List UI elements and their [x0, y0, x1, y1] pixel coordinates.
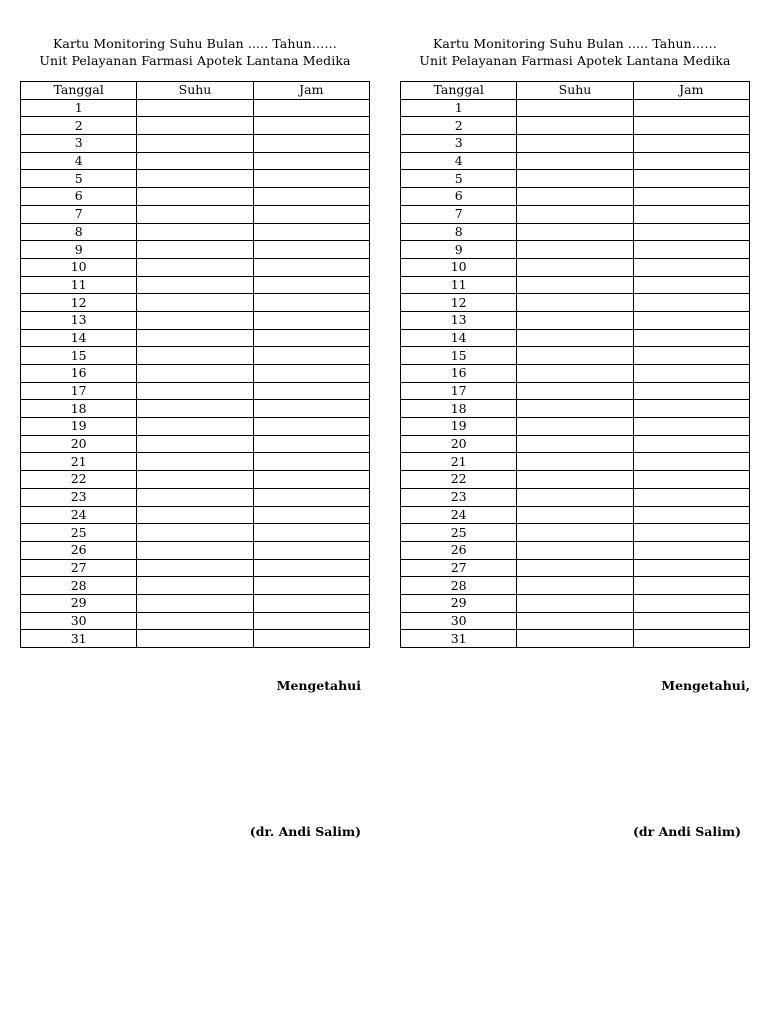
- table-row: [401, 453, 750, 471]
- temperature-cell: [137, 418, 253, 436]
- column-header-jam: Jam: [633, 82, 749, 100]
- table-row: [401, 276, 750, 294]
- date-cell: 5: [401, 170, 517, 188]
- temperature-cell: [517, 347, 633, 365]
- card-title: [400, 35, 750, 69]
- date-cell: 16: [401, 365, 517, 383]
- date-cell: 8: [401, 223, 517, 241]
- table-row: [21, 365, 370, 383]
- table-row: [401, 117, 750, 135]
- time-cell: [253, 135, 369, 153]
- date-cell: 5: [21, 170, 137, 188]
- table-row: [21, 400, 370, 418]
- time-cell: [633, 170, 749, 188]
- date-cell: 31: [21, 630, 137, 648]
- table-row: [21, 205, 370, 223]
- temperature-cell: [517, 453, 633, 471]
- date-cell: 16: [21, 365, 137, 383]
- table-row: [21, 612, 370, 630]
- temperature-cell: [517, 152, 633, 170]
- table-row: [401, 365, 750, 383]
- date-cell: 14: [401, 329, 517, 347]
- card-title-line2: Unit Pelayanan Farmasi Apotek Lantana Medika: [419, 53, 731, 68]
- date-cell: 29: [21, 594, 137, 612]
- time-cell: [633, 276, 749, 294]
- table-row: [401, 382, 750, 400]
- time-cell: [633, 188, 749, 206]
- table-header-row: [401, 82, 750, 100]
- table-row: [21, 382, 370, 400]
- table-row: [401, 241, 750, 259]
- table-row: [401, 400, 750, 418]
- temperature-cell: [137, 329, 253, 347]
- temperature-cell: [137, 506, 253, 524]
- temperature-cell: [517, 435, 633, 453]
- temperature-cell: [517, 365, 633, 383]
- table-row: [21, 135, 370, 153]
- time-cell: [633, 135, 749, 153]
- date-cell: 15: [21, 347, 137, 365]
- date-cell: 11: [401, 276, 517, 294]
- time-cell: [253, 382, 369, 400]
- date-cell: 31: [401, 630, 517, 648]
- time-cell: [633, 329, 749, 347]
- table-body: [21, 99, 370, 647]
- temperature-cell: [137, 453, 253, 471]
- temperature-cell: [137, 188, 253, 206]
- temperature-cell: [137, 241, 253, 259]
- table-row: [21, 541, 370, 559]
- time-cell: [633, 524, 749, 542]
- temperature-cell: [517, 488, 633, 506]
- temperature-cell: [137, 170, 253, 188]
- table-row: [401, 612, 750, 630]
- time-cell: [253, 170, 369, 188]
- table-row: [21, 488, 370, 506]
- time-cell: [253, 524, 369, 542]
- table-row: [401, 630, 750, 648]
- table-row: [401, 541, 750, 559]
- temperature-cell: [517, 400, 633, 418]
- table-row: [401, 506, 750, 524]
- table-row: [401, 594, 750, 612]
- time-cell: [633, 471, 749, 489]
- date-cell: 12: [21, 294, 137, 312]
- time-cell: [253, 241, 369, 259]
- table-row: [401, 170, 750, 188]
- time-cell: [253, 258, 369, 276]
- table-row: [401, 311, 750, 329]
- time-cell: [253, 488, 369, 506]
- time-cell: [253, 471, 369, 489]
- temperature-log-table: [400, 81, 750, 648]
- table-row: [21, 559, 370, 577]
- date-cell: 1: [21, 99, 137, 117]
- temperature-cell: [517, 612, 633, 630]
- temperature-cell: [517, 258, 633, 276]
- time-cell: [253, 506, 369, 524]
- table-row: [21, 347, 370, 365]
- acknowledge-label: Mengetahui,: [661, 678, 750, 693]
- time-cell: [253, 294, 369, 312]
- table-row: [401, 329, 750, 347]
- table-row: [21, 170, 370, 188]
- table-row: [401, 577, 750, 595]
- column-header-tanggal: Tanggal: [401, 82, 517, 100]
- temperature-cell: [137, 382, 253, 400]
- temperature-cell: [137, 205, 253, 223]
- date-cell: 24: [21, 506, 137, 524]
- table-row: [21, 418, 370, 436]
- time-cell: [633, 294, 749, 312]
- date-cell: 6: [401, 188, 517, 206]
- card-title: [20, 35, 370, 69]
- temperature-cell: [137, 630, 253, 648]
- date-cell: 10: [401, 258, 517, 276]
- temperature-cell: [137, 258, 253, 276]
- time-cell: [253, 276, 369, 294]
- table-row: [21, 329, 370, 347]
- table-row: [401, 258, 750, 276]
- card-title-line1: Kartu Monitoring Suhu Bulan ..... Tahun……: [432, 36, 718, 51]
- time-cell: [633, 223, 749, 241]
- date-cell: 2: [401, 117, 517, 135]
- date-cell: 9: [401, 241, 517, 259]
- temperature-cell: [517, 223, 633, 241]
- date-cell: 4: [21, 152, 137, 170]
- time-cell: [633, 258, 749, 276]
- temperature-cell: [517, 99, 633, 117]
- table-row: [401, 524, 750, 542]
- temperature-cell: [517, 541, 633, 559]
- time-cell: [253, 117, 369, 135]
- date-cell: 15: [401, 347, 517, 365]
- temperature-cell: [517, 311, 633, 329]
- table-row: [21, 594, 370, 612]
- table-row: [21, 152, 370, 170]
- table-row: [21, 577, 370, 595]
- time-cell: [633, 152, 749, 170]
- time-cell: [253, 559, 369, 577]
- time-cell: [253, 205, 369, 223]
- temperature-cell: [517, 170, 633, 188]
- temperature-cell: [517, 276, 633, 294]
- temperature-cell: [517, 135, 633, 153]
- temperature-cell: [137, 559, 253, 577]
- date-cell: 26: [401, 541, 517, 559]
- date-cell: 17: [401, 382, 517, 400]
- time-cell: [253, 329, 369, 347]
- date-cell: 27: [401, 559, 517, 577]
- temperature-cell: [137, 347, 253, 365]
- date-cell: 30: [401, 612, 517, 630]
- temperature-cell: [137, 223, 253, 241]
- time-cell: [253, 311, 369, 329]
- column-header-tanggal: Tanggal: [21, 82, 137, 100]
- temperature-cell: [517, 471, 633, 489]
- time-cell: [253, 453, 369, 471]
- time-cell: [633, 347, 749, 365]
- time-cell: [253, 612, 369, 630]
- date-cell: 18: [21, 400, 137, 418]
- time-cell: [633, 630, 749, 648]
- table-row: [21, 311, 370, 329]
- time-cell: [633, 205, 749, 223]
- date-cell: 7: [21, 205, 137, 223]
- column-header-suhu: Suhu: [517, 82, 633, 100]
- date-cell: 8: [21, 223, 137, 241]
- date-cell: 25: [21, 524, 137, 542]
- time-cell: [633, 418, 749, 436]
- date-cell: 13: [21, 311, 137, 329]
- date-cell: 14: [21, 329, 137, 347]
- temperature-cell: [137, 294, 253, 312]
- temperature-cell: [137, 400, 253, 418]
- temperature-cell: [137, 117, 253, 135]
- table-row: [21, 223, 370, 241]
- temperature-cell: [517, 188, 633, 206]
- temperature-cell: [517, 594, 633, 612]
- date-cell: 30: [21, 612, 137, 630]
- date-cell: 17: [21, 382, 137, 400]
- temperature-cell: [137, 276, 253, 294]
- table-row: [401, 418, 750, 436]
- date-cell: 9: [21, 241, 137, 259]
- temperature-cell: [517, 294, 633, 312]
- table-row: [21, 258, 370, 276]
- date-cell: 26: [21, 541, 137, 559]
- date-cell: 13: [401, 311, 517, 329]
- date-cell: 20: [21, 435, 137, 453]
- table-row: [401, 471, 750, 489]
- date-cell: 23: [401, 488, 517, 506]
- date-cell: 20: [401, 435, 517, 453]
- temperature-cell: [517, 559, 633, 577]
- date-cell: 21: [401, 453, 517, 471]
- temperature-cell: [517, 506, 633, 524]
- time-cell: [633, 311, 749, 329]
- temperature-cell: [137, 524, 253, 542]
- table-row: [21, 241, 370, 259]
- table-header-row: [21, 82, 370, 100]
- column-header-suhu: Suhu: [137, 82, 253, 100]
- date-cell: 7: [401, 205, 517, 223]
- time-cell: [633, 365, 749, 383]
- date-cell: 25: [401, 524, 517, 542]
- time-cell: [633, 435, 749, 453]
- time-cell: [253, 630, 369, 648]
- temperature-cell: [137, 471, 253, 489]
- signer-name: (dr Andi Salim): [633, 824, 741, 839]
- table-row: [21, 435, 370, 453]
- date-cell: 23: [21, 488, 137, 506]
- acknowledge-label: Mengetahui: [276, 678, 361, 693]
- date-cell: 2: [21, 117, 137, 135]
- time-cell: [253, 577, 369, 595]
- date-cell: 28: [401, 577, 517, 595]
- temperature-cell: [137, 594, 253, 612]
- temperature-cell: [517, 241, 633, 259]
- time-cell: [633, 488, 749, 506]
- table-row: [401, 223, 750, 241]
- time-cell: [253, 152, 369, 170]
- time-cell: [253, 541, 369, 559]
- table-row: [401, 488, 750, 506]
- time-cell: [633, 99, 749, 117]
- temperature-cell: [517, 329, 633, 347]
- table-row: [401, 152, 750, 170]
- table-row: [21, 276, 370, 294]
- table-row: [21, 453, 370, 471]
- time-cell: [633, 400, 749, 418]
- time-cell: [253, 347, 369, 365]
- time-cell: [633, 577, 749, 595]
- date-cell: 12: [401, 294, 517, 312]
- time-cell: [633, 594, 749, 612]
- date-cell: 3: [401, 135, 517, 153]
- time-cell: [633, 117, 749, 135]
- date-cell: 4: [401, 152, 517, 170]
- table-row: [401, 347, 750, 365]
- column-header-jam: Jam: [253, 82, 369, 100]
- temperature-cell: [137, 488, 253, 506]
- temperature-cell: [137, 135, 253, 153]
- temperature-cell: [517, 117, 633, 135]
- time-cell: [633, 559, 749, 577]
- time-cell: [253, 594, 369, 612]
- date-cell: 6: [21, 188, 137, 206]
- temperature-cell: [517, 418, 633, 436]
- temperature-cell: [137, 612, 253, 630]
- date-cell: 24: [401, 506, 517, 524]
- date-cell: 1: [401, 99, 517, 117]
- time-cell: [633, 453, 749, 471]
- table-row: [401, 205, 750, 223]
- time-cell: [253, 400, 369, 418]
- date-cell: 28: [21, 577, 137, 595]
- date-cell: 22: [401, 471, 517, 489]
- card-title-line1: Kartu Monitoring Suhu Bulan ..... Tahun……: [52, 36, 338, 51]
- table-row: [401, 559, 750, 577]
- table-row: [21, 117, 370, 135]
- table-row: [21, 188, 370, 206]
- date-cell: 10: [21, 258, 137, 276]
- time-cell: [253, 223, 369, 241]
- table-row: [401, 135, 750, 153]
- table-row: [401, 99, 750, 117]
- time-cell: [253, 188, 369, 206]
- time-cell: [253, 99, 369, 117]
- date-cell: 29: [401, 594, 517, 612]
- time-cell: [253, 435, 369, 453]
- temperature-cell: [517, 382, 633, 400]
- temperature-cell: [137, 435, 253, 453]
- date-cell: 3: [21, 135, 137, 153]
- table-row: [21, 99, 370, 117]
- table-row: [401, 435, 750, 453]
- temperature-cell: [137, 577, 253, 595]
- time-cell: [633, 382, 749, 400]
- temperature-cell: [517, 524, 633, 542]
- table-row: [21, 294, 370, 312]
- time-cell: [253, 418, 369, 436]
- temperature-cell: [137, 365, 253, 383]
- table-row: [401, 294, 750, 312]
- temperature-cell: [137, 152, 253, 170]
- date-cell: 18: [401, 400, 517, 418]
- time-cell: [253, 365, 369, 383]
- temperature-cell: [137, 541, 253, 559]
- temperature-cell: [137, 99, 253, 117]
- temperature-cell: [517, 205, 633, 223]
- temperature-cell: [517, 577, 633, 595]
- date-cell: 19: [21, 418, 137, 436]
- table-row: [21, 471, 370, 489]
- date-cell: 22: [21, 471, 137, 489]
- table-row: [21, 506, 370, 524]
- time-cell: [633, 612, 749, 630]
- table-row: [401, 188, 750, 206]
- temperature-cell: [517, 630, 633, 648]
- date-cell: 11: [21, 276, 137, 294]
- temperature-log-table: [20, 81, 370, 648]
- time-cell: [633, 506, 749, 524]
- time-cell: [633, 541, 749, 559]
- signer-name: (dr. Andi Salim): [249, 824, 361, 839]
- table-body: [401, 99, 750, 647]
- date-cell: 19: [401, 418, 517, 436]
- time-cell: [633, 241, 749, 259]
- table-row: [21, 524, 370, 542]
- table-row: [21, 630, 370, 648]
- temperature-cell: [137, 311, 253, 329]
- date-cell: 27: [21, 559, 137, 577]
- date-cell: 21: [21, 453, 137, 471]
- card-title-line2: Unit Pelayanan Farmasi Apotek Lantana Medika: [39, 53, 351, 68]
